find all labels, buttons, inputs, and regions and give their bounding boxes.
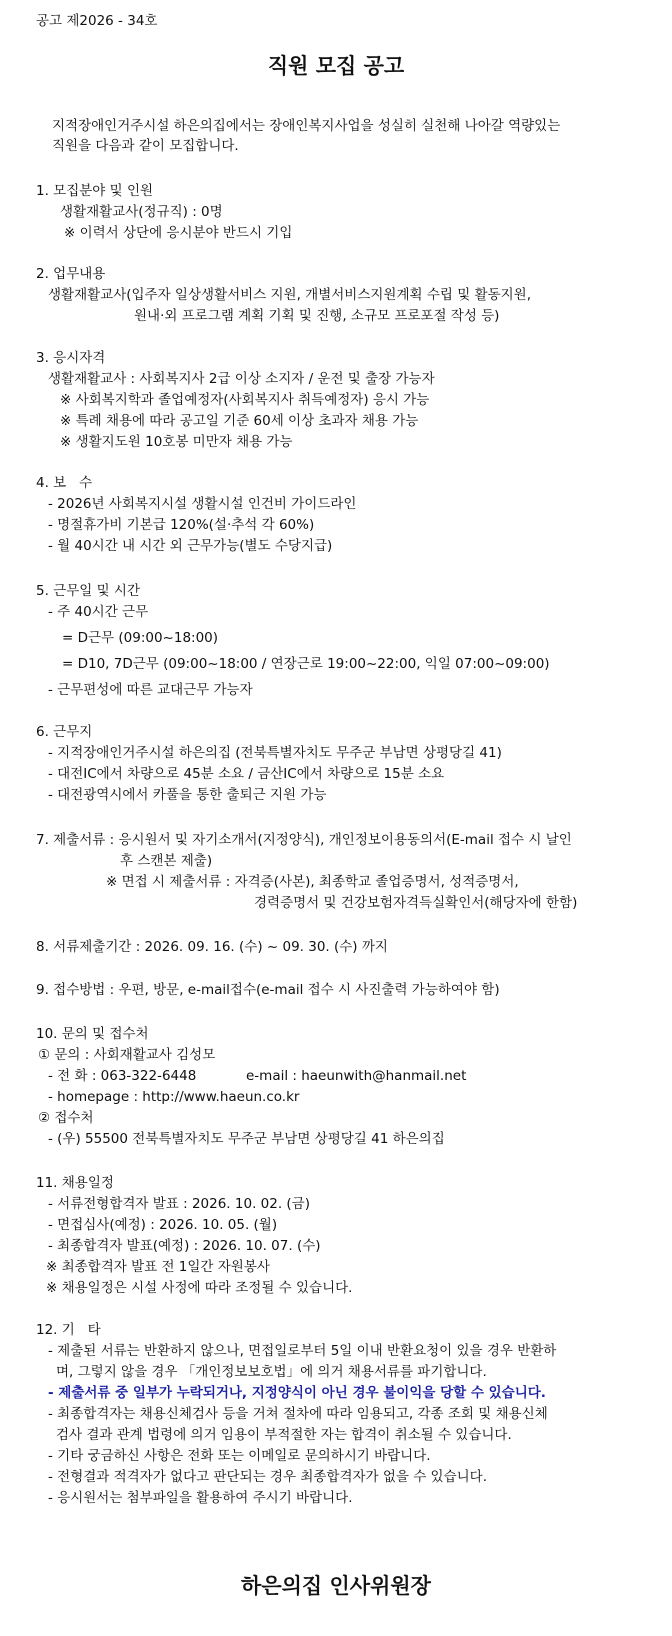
section-line: - 주 40시간 근무	[48, 604, 149, 620]
section-line: 생활재활교사(정규직) : 0명	[60, 204, 223, 220]
section-line: 며, 그렇지 않을 경우 「개인정보보호법」에 의거 채용서류를 파기합니다.	[56, 1364, 487, 1380]
section-line: 검사 결과 관계 법령에 의거 임용이 부적절한 자는 합격이 취소될 수 있습니다.	[56, 1427, 512, 1443]
section-line: ※ 채용일정은 시설 사정에 따라 조정될 수 있습니다.	[46, 1280, 353, 1296]
section-heading: 7. 제출서류 : 응시원서 및 자기소개서(지정양식), 개인정보이용동의서(E-mail 접수 시 날인	[36, 832, 572, 848]
section-line: ※ 생활지도원 10호봉 미만자 채용 가능	[60, 434, 293, 450]
section-line: - 대전광역시에서 카풀을 통한 출퇴근 지원 가능	[48, 787, 327, 803]
section-heading: 9. 접수방법 : 우편, 방문, e-mail접수(e-mail 접수 시 사진출력 가능하여야 함)	[36, 982, 500, 998]
section-heading: 1. 모집분야 및 인원	[36, 183, 154, 199]
section-line: ※ 사회복지학과 졸업예정자(사회복지사 취득예정자) 응시 가능	[60, 392, 430, 408]
section-line: - 월 40시간 내 시간 외 근무가능(별도 수당지급)	[48, 538, 333, 554]
intro-line: 직원을 다음과 같이 모집합니다.	[52, 138, 239, 154]
section-line: - 전형결과 적격자가 없다고 판단되는 경우 최종합격자가 없을 수 있습니다.	[48, 1469, 488, 1485]
section-line: = D근무 (09:00~18:00)	[62, 630, 219, 646]
section-line: - (우) 55500 전북특별자치도 무주군 부남면 상평당길 41 하은의집	[48, 1131, 445, 1147]
section-line: - 지적장애인거주시설 하은의집 (전북특별자치도 무주군 부남면 상평당길 41)	[48, 745, 502, 761]
section-heading: 6. 근무지	[36, 724, 93, 740]
warning-line: - 제출서류 중 일부가 누락되거나, 지정양식이 아닌 경우 불이익을 당할 수 있습니다.	[48, 1385, 546, 1401]
section-heading: 8. 서류제출기간 : 2026. 09. 16. (수) ~ 09. 30. (수) 까지	[36, 939, 388, 955]
section-line: 후 스캔본 제출)	[120, 853, 213, 869]
section-heading: 4. 보 수	[36, 475, 93, 491]
notice-number: 공고 제2026 - 34호	[36, 13, 158, 29]
section-line: - 최종합격자 발표(예정) : 2026. 10. 07. (수)	[48, 1238, 321, 1254]
section-heading: 10. 문의 및 접수처	[36, 1026, 149, 1042]
section-line: 경력증명서 및 건강보험자격득실확인서(해당자에 한함)	[254, 895, 578, 911]
section-line: - 근무편성에 따른 교대근무 가능자	[48, 682, 253, 698]
section-line: - 기타 궁금하신 사항은 전화 또는 이메일로 문의하시기 바랍니다.	[48, 1448, 431, 1464]
section-line: - 최종합격자는 채용신체검사 등을 거쳐 절차에 따라 임용되고, 각종 조회 및 채용신체	[48, 1406, 548, 1422]
section-line: 생활재활교사(입주자 일상생활서비스 지원, 개별서비스지원계획 수립 및 활동지원,	[48, 287, 531, 303]
section-line: - 명절휴가비 기본급 120%(설·추석 각 60%)	[48, 517, 315, 533]
section-line: ※ 최종합격자 발표 전 1일간 자원봉사	[46, 1259, 270, 1275]
signature-title: 하은의집 인사위원장	[241, 1574, 431, 1598]
intro-line: 지적장애인거주시설 하은의집에서는 장애인복지사업을 성실히 실천해 나아갈 역량있는	[52, 118, 561, 134]
section-heading: 5. 근무일 및 시간	[36, 583, 140, 599]
section-line: ※ 면접 시 제출서류 : 자격증(사본), 최종학교 졸업증명서, 성적증명서,	[106, 874, 519, 890]
section-line: - 2026년 사회복지시설 생활시설 인건비 가이드라인	[48, 496, 357, 512]
section-heading: 3. 응시자격	[36, 350, 106, 366]
section-heading: 12. 기 타	[36, 1322, 101, 1338]
email-line[interactable]: e-mail : haeunwith@hanmail.net	[246, 1068, 467, 1084]
section-heading: 2. 업무내용	[36, 266, 106, 282]
section-line: ① 문의 : 사회재활교사 김성모	[38, 1047, 216, 1063]
section-line: - 제출된 서류는 반환하지 않으나, 면접일로부터 5일 이내 반환요청이 있을 경우 반환하	[48, 1343, 557, 1359]
section-line: = D10, 7D근무 (09:00~18:00 / 연장근로 19:00~22:00, 익일 07:00~09:00)	[62, 656, 550, 672]
section-line: ※ 이력서 상단에 응시분야 반드시 기입	[64, 225, 293, 241]
section-line: - 면접심사(예정) : 2026. 10. 05. (월)	[48, 1217, 278, 1233]
section-line: ※ 특례 채용에 따라 공고일 기준 60세 이상 초과자 채용 가능	[60, 413, 419, 429]
page-title: 직원 모집 공고	[267, 54, 405, 78]
section-line: - 응시원서는 첨부파일을 활용하여 주시기 바랍니다.	[48, 1490, 353, 1506]
section-line: 생활재활교사 : 사회복지사 2급 이상 소지자 / 운전 및 출장 가능자	[48, 371, 435, 387]
section-heading: 11. 채용일정	[36, 1175, 114, 1191]
homepage-line[interactable]: - homepage : http://www.haeun.co.kr	[48, 1089, 300, 1105]
section-line: ② 접수처	[38, 1110, 94, 1126]
section-line: - 대전IC에서 차량으로 45분 소요 / 금산IC에서 차량으로 15분 소요	[48, 766, 445, 782]
phone-line: - 전 화 : 063-322-6448	[48, 1068, 197, 1084]
section-line: - 서류전형합격자 발표 : 2026. 10. 02. (금)	[48, 1196, 310, 1212]
section-line: 원내·외 프로그램 계획 기획 및 진행, 소규모 프로포절 작성 등)	[134, 308, 500, 324]
